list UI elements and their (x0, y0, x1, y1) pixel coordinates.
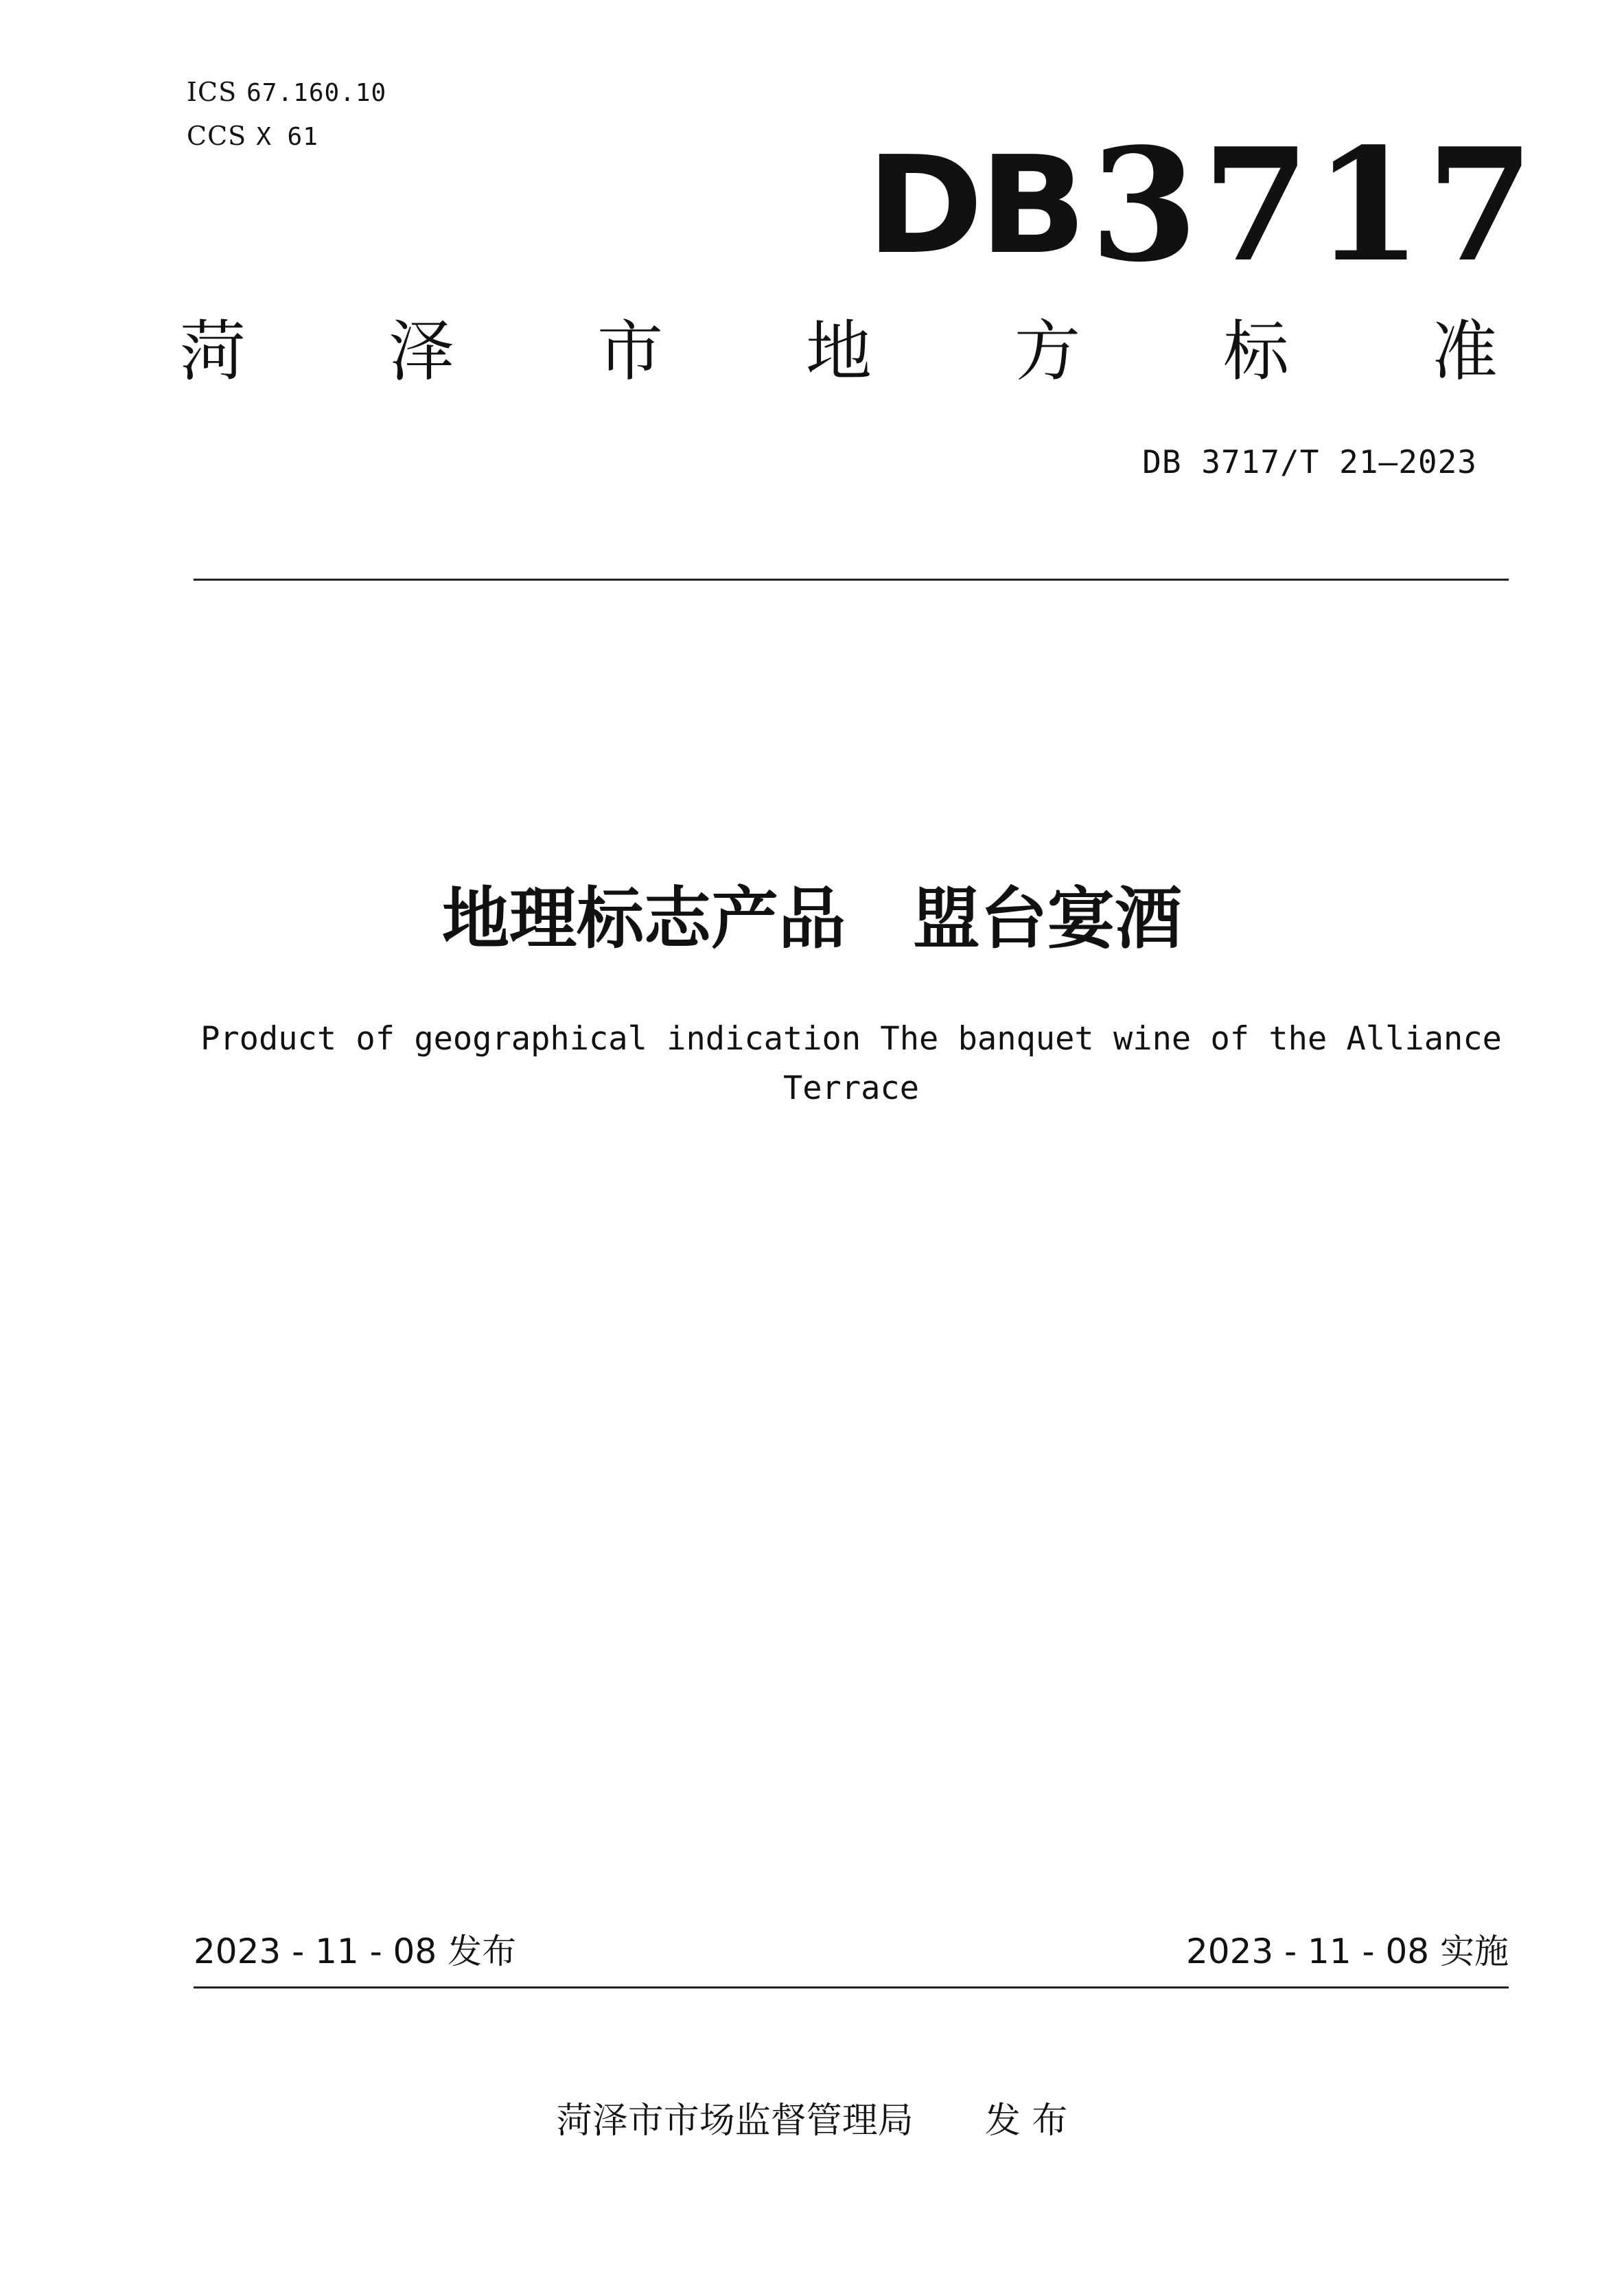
standard-type-heading (180, 310, 1498, 393)
ccs-label: CCS (187, 121, 247, 151)
standard-type-char: 泽 (388, 313, 454, 390)
ccs-code (187, 121, 318, 151)
standard-number: DB 3717/T 21—2023 (1142, 443, 1477, 480)
document-title-en: Product of geographical indication The banquet wine of the Alliance Terrace (200, 1020, 1502, 1107)
db-logo-letters: DB (866, 128, 1083, 284)
standard-type-char: 市 (597, 313, 663, 390)
document-title-cn: 地理标志产品 盟台宴酒 (441, 880, 1182, 958)
db-logo-number: 3717 (1090, 115, 1539, 297)
ics-label: ICS (187, 77, 237, 107)
publish-date: 2023 - 11 - 08 发布 (194, 1932, 517, 1971)
standard-type-char: 准 (1432, 313, 1498, 390)
top-divider (194, 579, 1509, 581)
issuing-authority: 菏泽市市场监督管理局 发 布 (556, 2100, 1068, 2142)
implement-date: 2023 - 11 - 08 实施 (1185, 1932, 1509, 1971)
standard-type-char: 标 (1223, 313, 1289, 390)
ccs-value: X 61 (256, 123, 318, 151)
bottom-divider (194, 1986, 1509, 1988)
standard-type-char: 菏 (180, 313, 246, 390)
db-logo (866, 115, 1539, 297)
standard-type-char: 地 (806, 313, 872, 390)
ics-code (187, 77, 386, 107)
ics-value: 67.160.10 (246, 79, 387, 107)
standard-type-char: 方 (1014, 313, 1080, 390)
